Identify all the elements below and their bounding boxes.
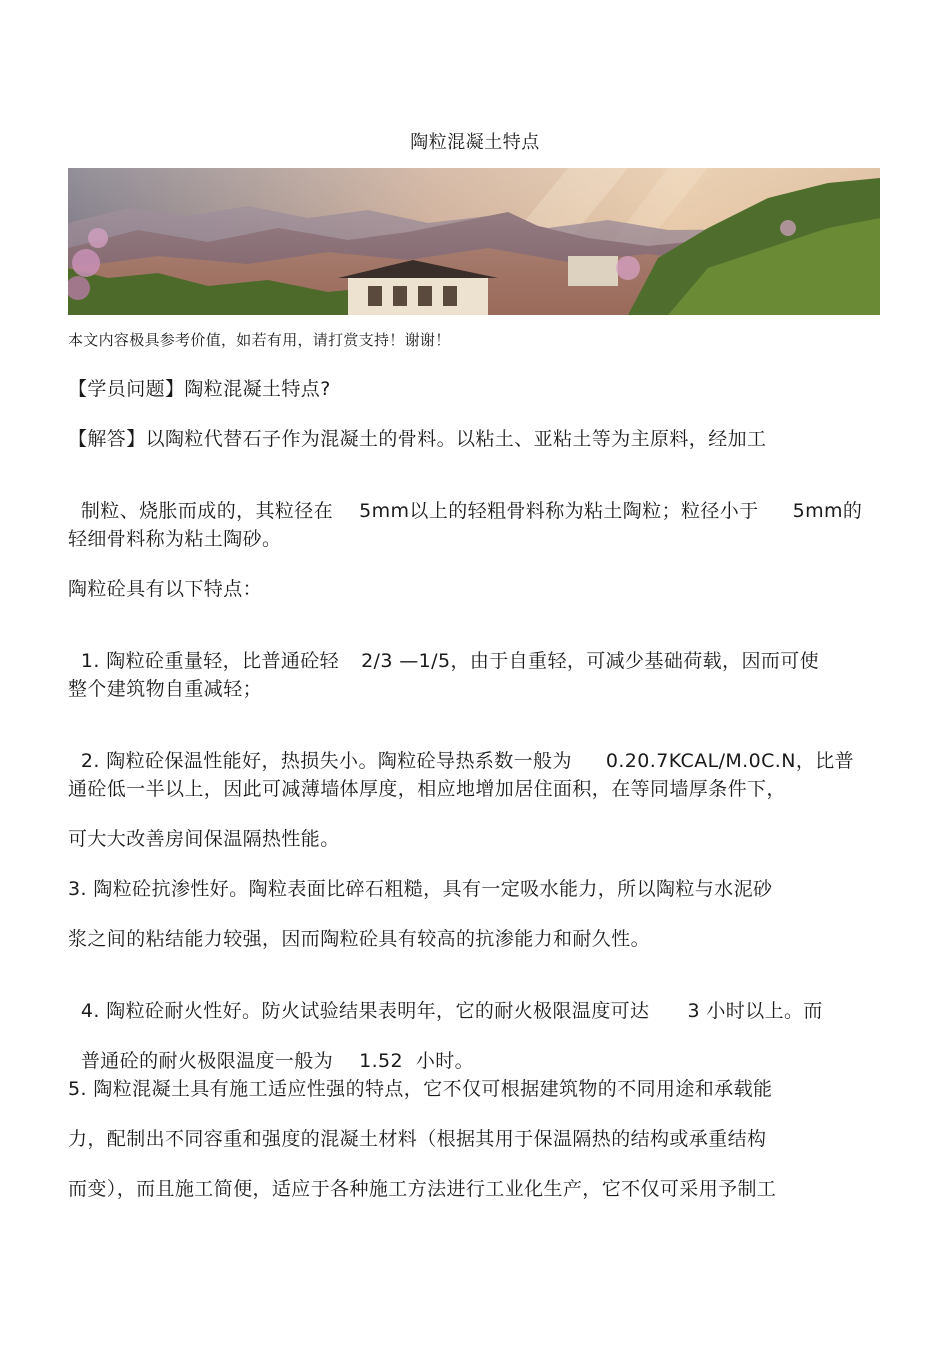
feature-1-line-2: 整个建筑物自重减轻；	[68, 678, 263, 700]
feature-2-line-1	[68, 724, 854, 773]
feature-4-line-2	[68, 1024, 474, 1073]
feature-4-part-b: 3 小时以上。而	[687, 1000, 823, 1022]
feature-2-part-b: 0.20.7KCAL/M.0C.N，比普	[605, 750, 855, 772]
feature-2-line-3: 可大大改善房间保温隔热性能。	[68, 828, 340, 850]
answer-line-2-part-b: 5mm以上的轻粗骨料称为粘土陶粒；粒径小于	[359, 500, 759, 522]
feature-4-line-1	[68, 974, 823, 1023]
feature-5-line-3: 而变），而且施工简便，适应于各种施工方法进行工业化生产，它不仅可采用予制工	[68, 1178, 777, 1200]
feature-3-line-1: 3. 陶粒砼抗渗性好。陶粒表面比碎石粗糙，具有一定吸水能力，所以陶粒与水泥砂	[68, 878, 773, 900]
question-line: 【学员问题】陶粒混凝土特点?	[68, 378, 331, 400]
answer-line-2-part-c: 5mm的	[792, 500, 863, 522]
feature-1-part-b: 2/3 —1/5，由于自重轻，可减少基础荷载，因而可使	[361, 650, 820, 672]
feature-5-line-1: 5. 陶粒混凝土具有施工适应性强的特点，它不仅可根据建筑物的不同用途和承载能	[68, 1078, 773, 1100]
feature-3-line-2: 浆之间的粘结能力较强，因而陶粒砼具有较高的抗渗能力和耐久性。	[68, 928, 651, 950]
feature-2-line-2: 通砼低一半以上，因此可减薄墙体厚度，相应地增加居住面积，在等同墙厚条件下，	[68, 778, 786, 800]
answer-line-1: 【解答】以陶粒代替石子作为混凝土的骨料。以粘土、亚粘土等为主原料，经加工	[68, 428, 767, 450]
features-intro: 陶粒砼具有以下特点：	[68, 578, 263, 600]
feature-2-part-a: 2. 陶粒砼保温性能好，热损失小。陶粒砼导热系数一般为	[80, 750, 572, 772]
feature-1-part-a: 1. 陶粒砼重量轻，比普通砼轻	[80, 650, 340, 672]
page-title: 陶粒混凝土特点	[410, 132, 540, 153]
answer-line-2	[68, 474, 862, 523]
feature-4-part-a: 4. 陶粒砼耐火性好。防火试验结果表明年，它的耐火极限温度可达	[80, 1000, 650, 1022]
feature-4-part-c: 普通砼的耐火极限温度一般为	[80, 1050, 334, 1072]
banner-image	[68, 168, 880, 315]
feature-4-part-d: 1.52 小时。	[359, 1050, 475, 1072]
feature-1-line-1	[68, 624, 819, 673]
answer-line-3: 轻细骨料称为粘土陶砂。	[68, 528, 282, 550]
feature-5-line-2: 力，配制出不同容重和强度的混凝土材料（根据其用于保温隔热的结构或承重结构	[68, 1128, 767, 1150]
note-text: 本文内容极具参考价值，如若有用，请打赏支持！谢谢！	[68, 331, 451, 349]
answer-line-2-part-a: 制粒、烧胀而成的，其粒径在	[80, 500, 334, 522]
